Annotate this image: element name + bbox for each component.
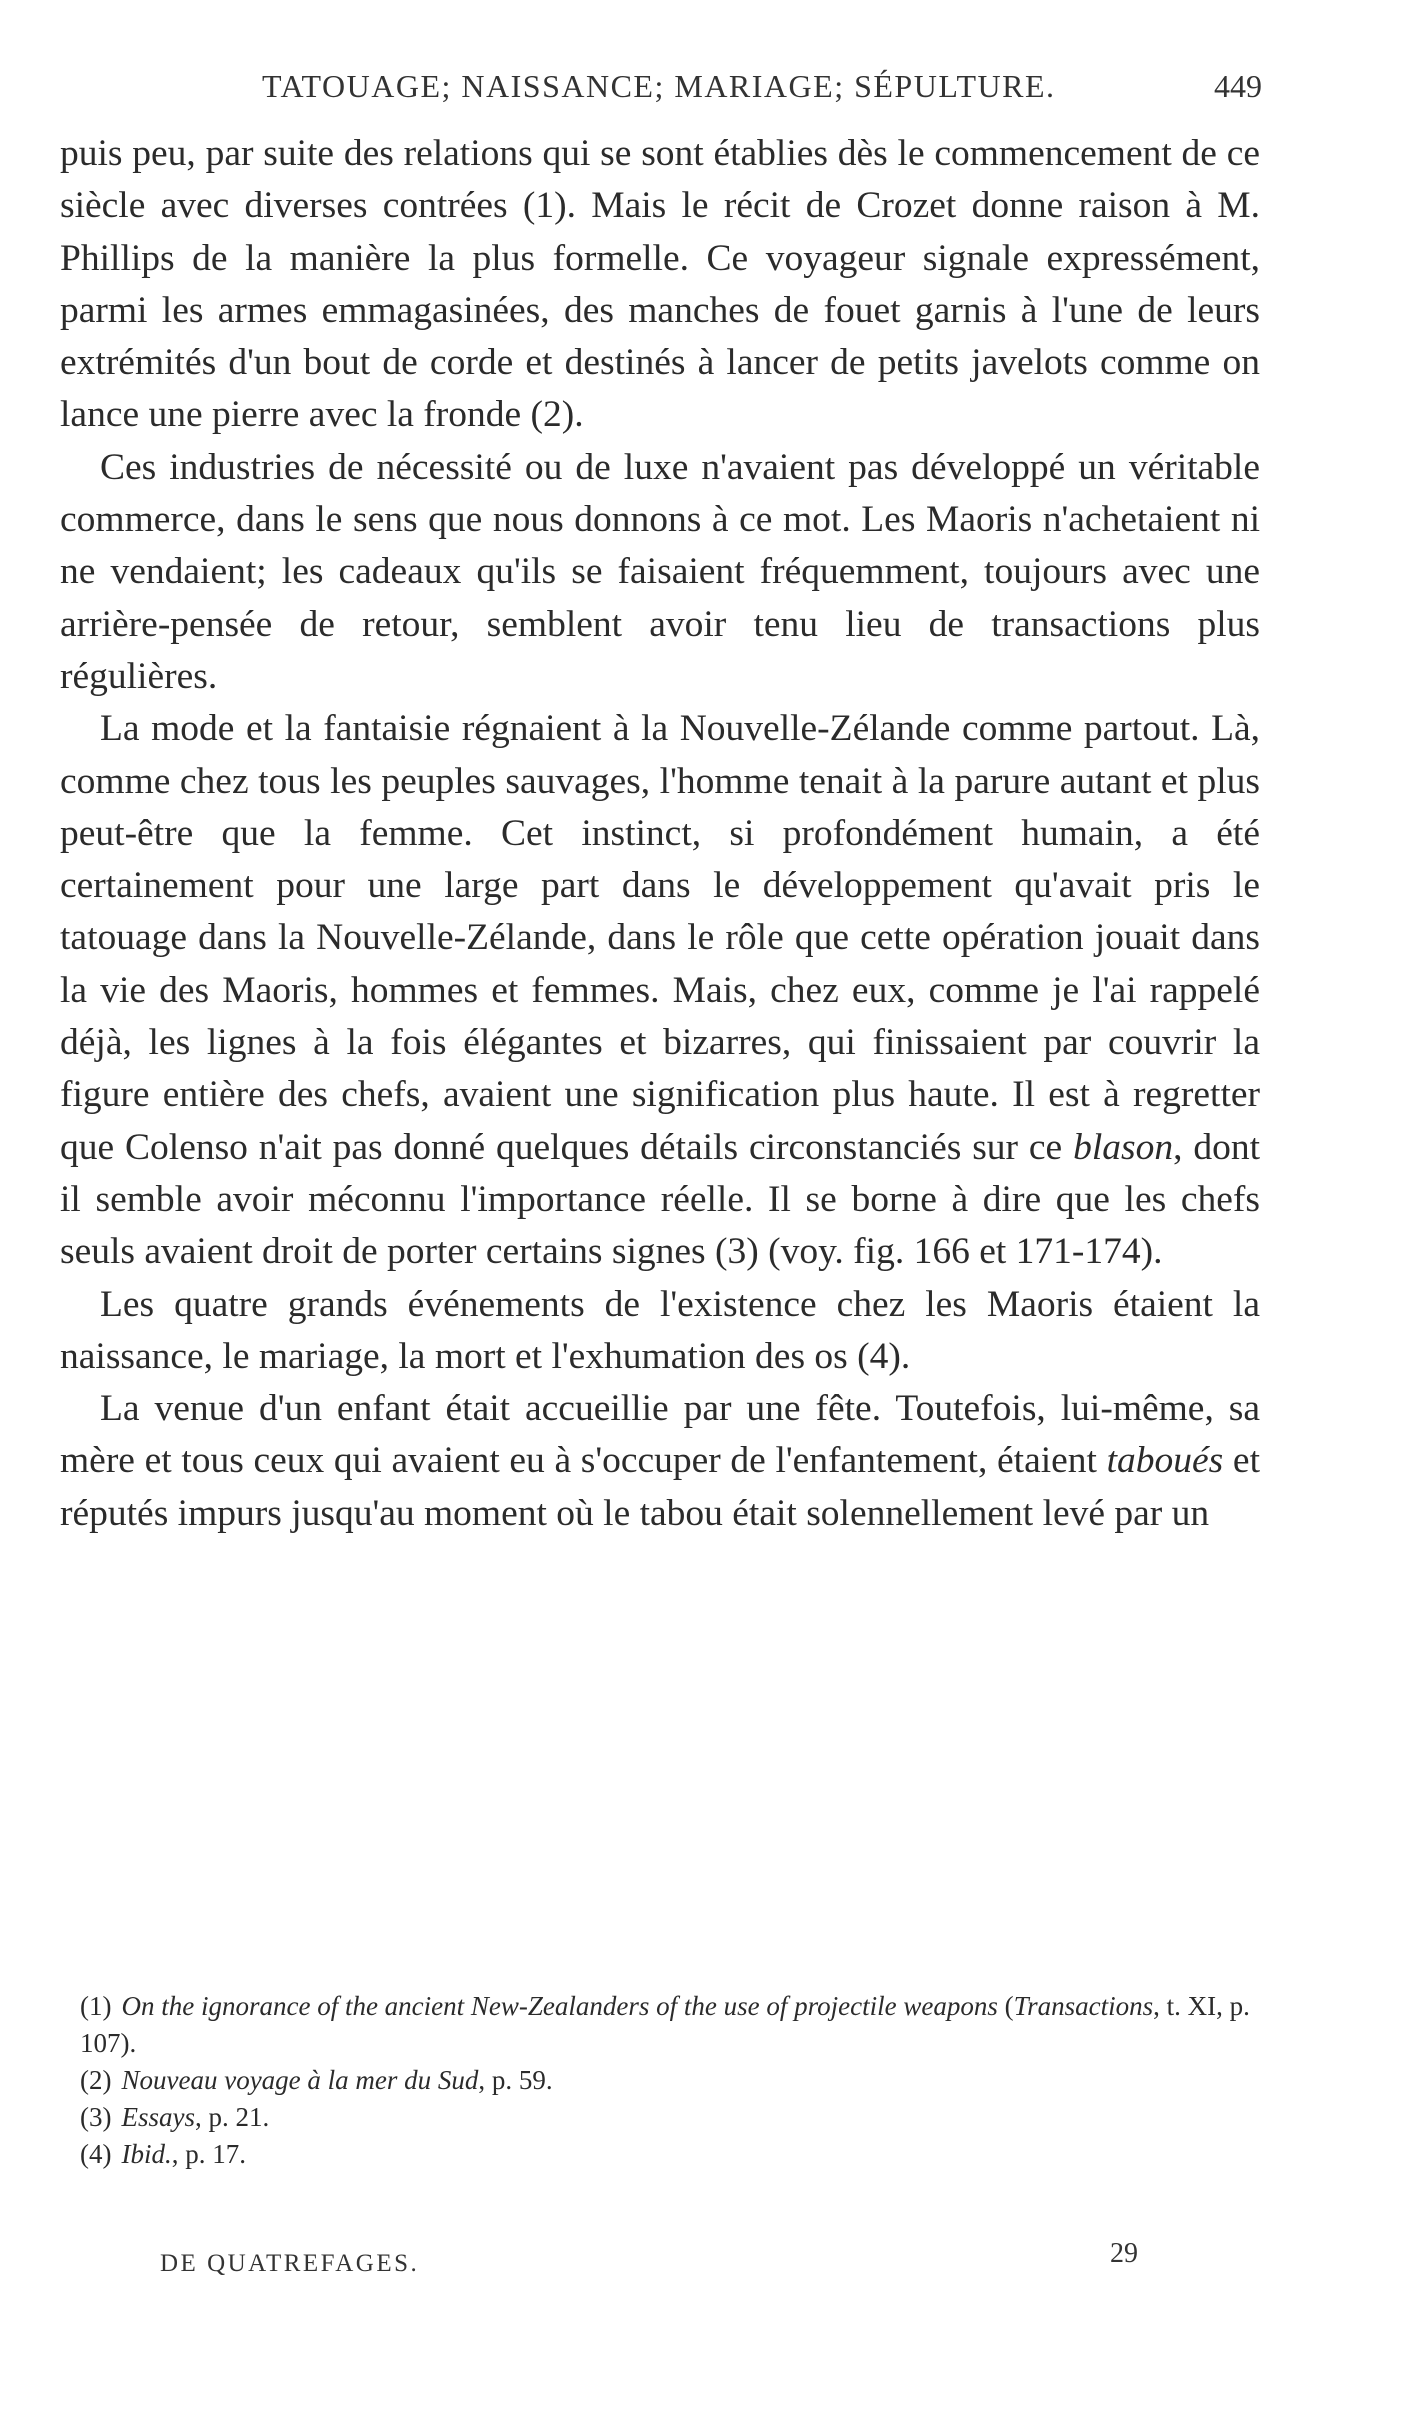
paragraph-5-text-a: La venue d'un enfant était accueillie par une fête. Toutefois, lui-même, sa mère et tous ceux qui avaient eu à s'occuper de l'enfantement, étaient (60, 1388, 1260, 1482)
footnote-3-number: (3) (80, 2102, 112, 2132)
paragraph-1-text: puis peu, par suite des relations qui se sont établies dès le commencement de ce siècle avec diverses contrées (1). Mais le récit de Crozet donne raison à M. Phillips de la manière la plus formelle. Ce voyageur signale expressément, parmi les armes emmagasinées, des manches de fouet garnis à l'une de leurs extrémités d'un bout de corde et destinés à lancer de petits javelots comme on lance une pierre avec la fronde (2). (60, 133, 1260, 436)
footnote-1-paren: ( (997, 1991, 1014, 2021)
paragraph-3-text-b: , dont il semble avoir méconnu l'importance réelle. Il se borne à dire que les chefs seuls avaient droit de porter certains signes (3) (voy. fig. 166 et 171-174). (60, 1126, 1260, 1273)
footnote-1-title: On the ignorance of the ancient New-Zealanders of the use of projectile weapons (121, 1991, 998, 2021)
footnote-4 (80, 2136, 1260, 2173)
paragraph-4-text: Les quatre grands événements de l'existence chez les Maoris étaient la naissance, le mariage, la mort et l'exhumation des os (4). (60, 1283, 1260, 1377)
footnote-1 (80, 1988, 1260, 2062)
paragraph-4 (60, 1279, 1260, 1384)
paragraph-3-italic-term: blason (1073, 1126, 1174, 1168)
printer-signature: DE QUATREFAGES. (160, 2250, 420, 2277)
paragraph-2 (60, 442, 1260, 703)
footnote-4-title: Ibid. (121, 2139, 172, 2169)
paragraph-3 (60, 703, 1260, 1278)
body-text (60, 128, 1260, 1540)
footnote-3 (80, 2099, 1260, 2136)
paragraph-5-italic-term: taboués (1106, 1440, 1224, 1482)
footnote-3-rest: , p. 21. (194, 2102, 270, 2132)
footnote-2 (80, 2062, 1260, 2099)
paragraph-1 (60, 128, 1260, 442)
sheet-number: 29 (1110, 2238, 1138, 2269)
footnote-4-number: (4) (80, 2139, 112, 2169)
footnote-2-title: Nouveau voyage à la mer du Sud (121, 2065, 479, 2095)
paragraph-5-text-b: et réputés impurs jusqu'au moment où le tabou était solennellement levé par un (60, 1440, 1260, 1534)
footnote-2-number: (2) (80, 2065, 112, 2095)
footnote-1-number: (1) (80, 1991, 112, 2021)
running-head (62, 68, 1262, 108)
footnote-2-rest: , p. 59. (478, 2065, 553, 2095)
footnote-1-rest: , t. XI, p. 107). (80, 1991, 1250, 2058)
footnote-4-rest: , p. 17. (171, 2139, 246, 2169)
footnote-1-source: Transactions (1013, 1991, 1154, 2021)
page-number: 449 (1214, 68, 1262, 104)
paragraph-2-text: Ces industries de nécessité ou de luxe n'avaient pas développé un véritable commerce, dans le sens que nous donnons à ce mot. Les Maoris n'achetaient ni ne vendaient; les cadeaux qu'ils se faisaient fréquemment, toujours avec une arrière-pensée de retour, semblent avoir tenu lieu de transactions plus régulières. (60, 446, 1260, 697)
footnotes (80, 1988, 1260, 2173)
paragraph-3-text-a: La mode et la fantaisie régnaient à la Nouvelle-Zélande comme partout. Là, comme chez tous les peuples sauvages, l'homme tenait à la parure autant et plus peut-être que la femme. Cet instinct, si profondément humain, a été certainement pour une large part dans le développement qu'avait pris le tatouage dans la Nouvelle-Zélande, dans le rôle que cette opération jouait dans la vie des Maoris, hommes et femmes. Mais, chez eux, comme je l'ai rappelé déjà, les lignes à la fois élégantes et bizarres, qui finissaient par couvrir la figure entière des chefs, avaient une signification plus haute. Il est à regretter que Colenso n'ait pas donné quelques détails circonstanciés sur ce (60, 708, 1260, 1168)
signature-line (160, 2238, 1160, 2278)
running-title: TATOUAGE; NAISSANCE; MARIAGE; SÉPULTURE. (262, 68, 1056, 104)
footnote-3-title: Essays (121, 2102, 195, 2132)
paragraph-5 (60, 1383, 1260, 1540)
